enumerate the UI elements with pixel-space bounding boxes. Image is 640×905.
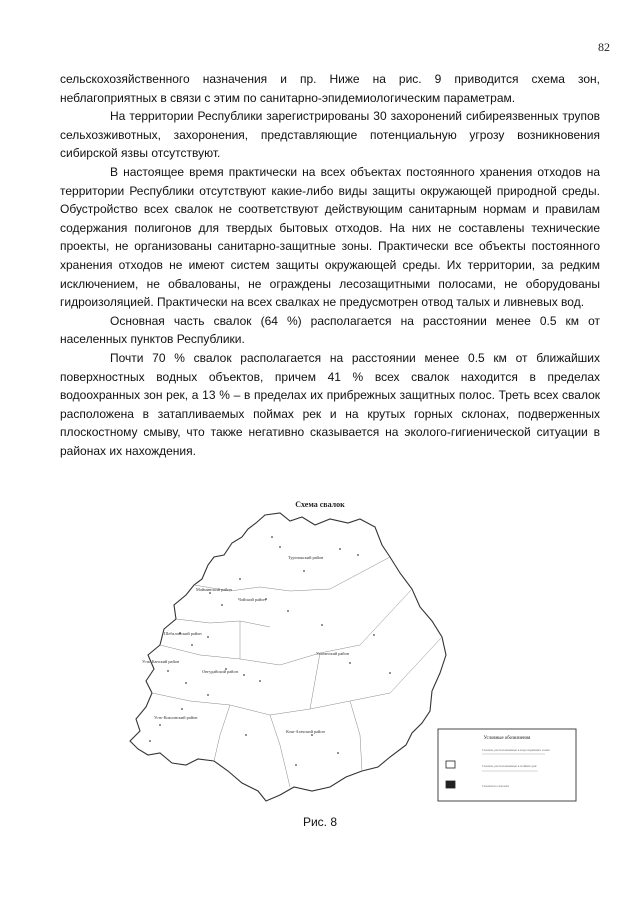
paragraph-3: В настоящее время практически на всех объектах постоянного хранения отходов на территории Республики отсутствуют какие-либо виды защиты окружающей природной среды. Обустройство всех свалок не соответствуют действующим санитарным нормам и правилам содержания полигонов для твердых бытовых отходов. На них не составлены технические проекты, не организованы санитарно-защитные зоны. Практически все объекты постоянного хранения отходов не имеют систем защиты окружающей среды. Их территории, за редким исключением, не обвалованы, не ограждены лесозащитными полосами, не оборудованы гидроизоляцией. Практически на всех свалках не предусмотрен отвод талых и ливневых вод.	[60, 164, 600, 310]
page-number: 82	[598, 40, 610, 54]
body-text	[60, 70, 600, 460]
dump-markers	[149, 536, 391, 766]
district-label: Усть-Канский район	[142, 659, 180, 664]
district-label: Кош-Агачский район	[286, 729, 325, 734]
district-label: Улаганский район	[316, 651, 350, 656]
figure-caption: Рис. 8	[302, 815, 338, 829]
slope-symbol-icon	[446, 781, 455, 788]
legend-title: Условные обозначения	[483, 736, 531, 741]
legend-label: Свалки, расположенные в поймах рек	[482, 764, 537, 768]
district-label: Майминский район	[196, 587, 232, 592]
paragraph-4: Основная часть свалок (64 %) располагается на расстоянии менее 0.5 км от населенных пунктов Республики.	[60, 313, 600, 347]
legend-label: Свалки на склонах	[482, 784, 510, 788]
map-svg	[90, 495, 580, 805]
legend-label: Свалки, расположенные в водоохранных зонах	[482, 748, 550, 752]
paragraph-5: Почти 70 % свалок располагается на расстоянии менее 0.5 км от ближайших поверхностных водных объектов, причем 41 % всех свалок находится в пределах водоохранных зон рек, а 13 % – в пределах их прибрежных защитных полос. Треть всех свалок расположена в затапливаемых поймах рек и на крутых горных склонах, подверженных плоскостному смыву, что также негативно сказывается на эколого-гигиенической ситуации в районах их нахождения.	[60, 350, 600, 458]
district-label: Онгудайский район	[202, 669, 238, 674]
map-title: Схема свалок	[295, 500, 345, 509]
district-label: Шебалинский район	[164, 631, 202, 636]
district-label: Турочакский район	[288, 555, 324, 560]
floodplain-symbol-icon	[446, 761, 455, 768]
district-label: Усть-Коксинский район	[154, 715, 198, 720]
map-figure	[90, 495, 580, 805]
paragraph-1: сельскохозяйственного назначения и пр. Ниже на рис. 9 приводится схема зон, неблагоприятных в связи с этим по санитарно-эпидемиологическим параметрам.	[60, 72, 600, 105]
paragraph-2: На территории Республики зарегистрированы 30 захоронений сибиреязвенных трупов сельхозживотных, захоронения, представляющие потенциальную угрозу возникновения сибирской язвы отсутствуют.	[60, 109, 600, 161]
district-label: Чойский район	[238, 597, 266, 602]
map-legend	[438, 729, 576, 801]
